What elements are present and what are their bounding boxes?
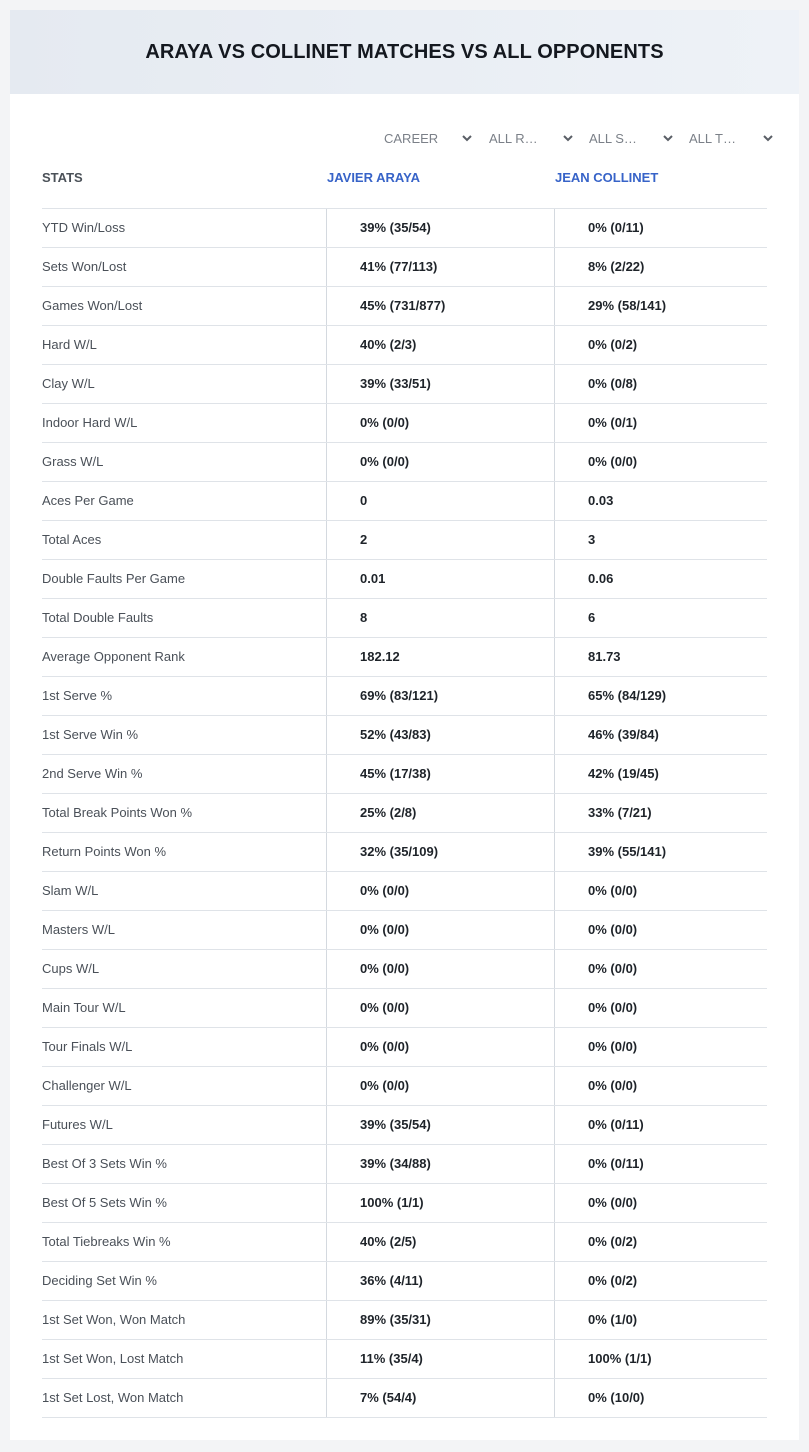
player1-value: 39% (35/54) [326, 209, 554, 247]
filter-tournament-label: ALL T… [689, 130, 736, 146]
player1-value: 2 [326, 521, 554, 559]
chevron-down-icon [661, 131, 675, 145]
player2-value: 100% (1/1) [554, 1340, 767, 1378]
chevron-down-icon [460, 131, 474, 145]
filter-surface-select[interactable] [589, 128, 675, 148]
table-row [42, 560, 767, 599]
column-header-player1[interactable]: JAVIER ARAYA [327, 170, 420, 185]
table-row [42, 1067, 767, 1106]
player1-value: 89% (35/31) [326, 1301, 554, 1339]
table-row [42, 1340, 767, 1379]
player2-value: 0% (10/0) [554, 1379, 767, 1417]
player2-value: 3 [554, 521, 767, 559]
stat-label: Deciding Set Win % [42, 1273, 157, 1288]
player1-value: 40% (2/3) [326, 326, 554, 364]
table-row [42, 911, 767, 950]
table-row [42, 209, 767, 248]
filter-period-select[interactable] [384, 128, 474, 148]
player2-value: 0% (0/0) [554, 911, 767, 949]
stat-label: Best Of 3 Sets Win % [42, 1156, 167, 1171]
filter-bar [384, 128, 768, 148]
player1-value: 40% (2/5) [326, 1223, 554, 1261]
player1-value: 41% (77/113) [326, 248, 554, 286]
table-row [42, 1223, 767, 1262]
stat-label: 1st Set Lost, Won Match [42, 1390, 184, 1405]
player1-value: 0% (0/0) [326, 950, 554, 988]
table-row [42, 326, 767, 365]
player2-value: 81.73 [554, 638, 767, 676]
stat-label: Indoor Hard W/L [42, 415, 138, 430]
player2-value: 33% (7/21) [554, 794, 767, 832]
column-header-stats: STATS [42, 170, 83, 185]
player2-value: 46% (39/84) [554, 716, 767, 754]
player1-value: 0 [326, 482, 554, 520]
table-row [42, 1145, 767, 1184]
stat-label: Double Faults Per Game [42, 571, 186, 586]
table-row [42, 872, 767, 911]
page-title: ARAYA VS COLLINET MATCHES VS ALL OPPONENTS [145, 40, 664, 63]
table-row [42, 1184, 767, 1223]
player2-value: 0% (0/0) [554, 872, 767, 910]
player1-value: 32% (35/109) [326, 833, 554, 871]
stat-label: Main Tour W/L [42, 1000, 126, 1015]
player1-value: 0% (0/0) [326, 1028, 554, 1066]
player2-value: 0% (0/2) [554, 1223, 767, 1261]
player2-value: 42% (19/45) [554, 755, 767, 793]
chevron-down-icon [761, 131, 775, 145]
table-row [42, 833, 767, 872]
table-row [42, 755, 767, 794]
filter-round-label: ALL R… [489, 130, 538, 146]
stat-label: Masters W/L [42, 922, 115, 937]
player2-value: 29% (58/141) [554, 287, 767, 325]
column-header-player2[interactable]: JEAN COLLINET [555, 170, 659, 185]
table-row [42, 365, 767, 404]
table-row [42, 482, 767, 521]
stat-label: Total Double Faults [42, 610, 154, 625]
stat-label: 1st Serve Win % [42, 727, 139, 742]
table-row [42, 638, 767, 677]
stat-label: Sets Won/Lost [42, 259, 127, 274]
stats-table [42, 208, 767, 1418]
table-row [42, 716, 767, 755]
player2-value: 0% (0/11) [554, 1145, 767, 1183]
stat-label: Total Aces [42, 532, 102, 547]
table-row [42, 1262, 767, 1301]
table-row [42, 1379, 767, 1418]
stat-label: Aces Per Game [42, 493, 134, 508]
player2-value: 0% (1/0) [554, 1301, 767, 1339]
stat-label: Average Opponent Rank [42, 649, 185, 664]
player2-value: 0% (0/0) [554, 443, 767, 481]
table-row [42, 1301, 767, 1340]
player1-value: 39% (35/54) [326, 1106, 554, 1144]
player1-value: 8 [326, 599, 554, 637]
player1-value: 0% (0/0) [326, 872, 554, 910]
filter-round-select[interactable] [489, 128, 575, 148]
stat-label: Games Won/Lost [42, 298, 143, 313]
player2-value: 0% (0/0) [554, 989, 767, 1027]
player2-value: 0% (0/0) [554, 1067, 767, 1105]
stat-label: Hard W/L [42, 337, 97, 352]
player2-value: 8% (2/22) [554, 248, 767, 286]
stat-label: Grass W/L [42, 454, 104, 469]
player2-value: 65% (84/129) [554, 677, 767, 715]
table-row [42, 599, 767, 638]
player2-value: 39% (55/141) [554, 833, 767, 871]
player1-value: 69% (83/121) [326, 677, 554, 715]
filter-surface-label: ALL S… [589, 130, 637, 146]
table-row [42, 1106, 767, 1145]
stat-label: 2nd Serve Win % [42, 766, 143, 781]
player2-value: 0% (0/1) [554, 404, 767, 442]
player1-value: 100% (1/1) [326, 1184, 554, 1222]
player2-value: 0% (0/2) [554, 326, 767, 364]
stat-label: Total Tiebreaks Win % [42, 1234, 171, 1249]
stats-card [10, 10, 799, 1440]
table-row [42, 989, 767, 1028]
player1-value: 52% (43/83) [326, 716, 554, 754]
page-header [10, 10, 799, 94]
player1-value: 25% (2/8) [326, 794, 554, 832]
player2-value: 6 [554, 599, 767, 637]
player1-value: 45% (731/877) [326, 287, 554, 325]
stat-label: YTD Win/Loss [42, 220, 126, 235]
stat-label: 1st Serve % [42, 688, 113, 703]
player2-value: 0% (0/11) [554, 1106, 767, 1144]
player1-value: 0% (0/0) [326, 1067, 554, 1105]
stat-label: 1st Set Won, Lost Match [42, 1351, 184, 1366]
player1-value: 0% (0/0) [326, 404, 554, 442]
table-row [42, 521, 767, 560]
table-row [42, 950, 767, 989]
player2-value: 0% (0/8) [554, 365, 767, 403]
table-row [42, 248, 767, 287]
table-row [42, 443, 767, 482]
filter-period-label: CAREER [384, 130, 439, 146]
stat-label: Total Break Points Won % [42, 805, 193, 820]
player2-value: 0% (0/11) [554, 209, 767, 247]
stat-label: Slam W/L [42, 883, 99, 898]
player1-value: 0% (0/0) [326, 911, 554, 949]
stat-label: Clay W/L [42, 376, 95, 391]
player2-value: 0.03 [554, 482, 767, 520]
table-row [42, 287, 767, 326]
table-row [42, 677, 767, 716]
table-row [42, 404, 767, 443]
player2-value: 0% (0/2) [554, 1262, 767, 1300]
player2-value: 0% (0/0) [554, 1028, 767, 1066]
stat-label: 1st Set Won, Won Match [42, 1312, 186, 1327]
player1-value: 36% (4/11) [326, 1262, 554, 1300]
player1-value: 0.01 [326, 560, 554, 598]
stat-label: Futures W/L [42, 1117, 113, 1132]
player1-value: 39% (34/88) [326, 1145, 554, 1183]
table-header [42, 170, 767, 190]
player2-value: 0% (0/0) [554, 950, 767, 988]
player1-value: 11% (35/4) [326, 1340, 554, 1378]
player1-value: 7% (54/4) [326, 1379, 554, 1417]
filter-tournament-select[interactable] [689, 128, 775, 148]
player1-value: 182.12 [326, 638, 554, 676]
table-row [42, 794, 767, 833]
table-row [42, 1028, 767, 1067]
chevron-down-icon [561, 131, 575, 145]
player1-value: 0% (0/0) [326, 989, 554, 1027]
player1-value: 0% (0/0) [326, 443, 554, 481]
player1-value: 45% (17/38) [326, 755, 554, 793]
stat-label: Tour Finals W/L [42, 1039, 133, 1054]
stat-label: Return Points Won % [42, 844, 167, 859]
stat-label: Challenger W/L [42, 1078, 132, 1093]
player2-value: 0% (0/0) [554, 1184, 767, 1222]
stat-label: Cups W/L [42, 961, 100, 976]
player2-value: 0.06 [554, 560, 767, 598]
player1-value: 39% (33/51) [326, 365, 554, 403]
stat-label: Best Of 5 Sets Win % [42, 1195, 167, 1210]
